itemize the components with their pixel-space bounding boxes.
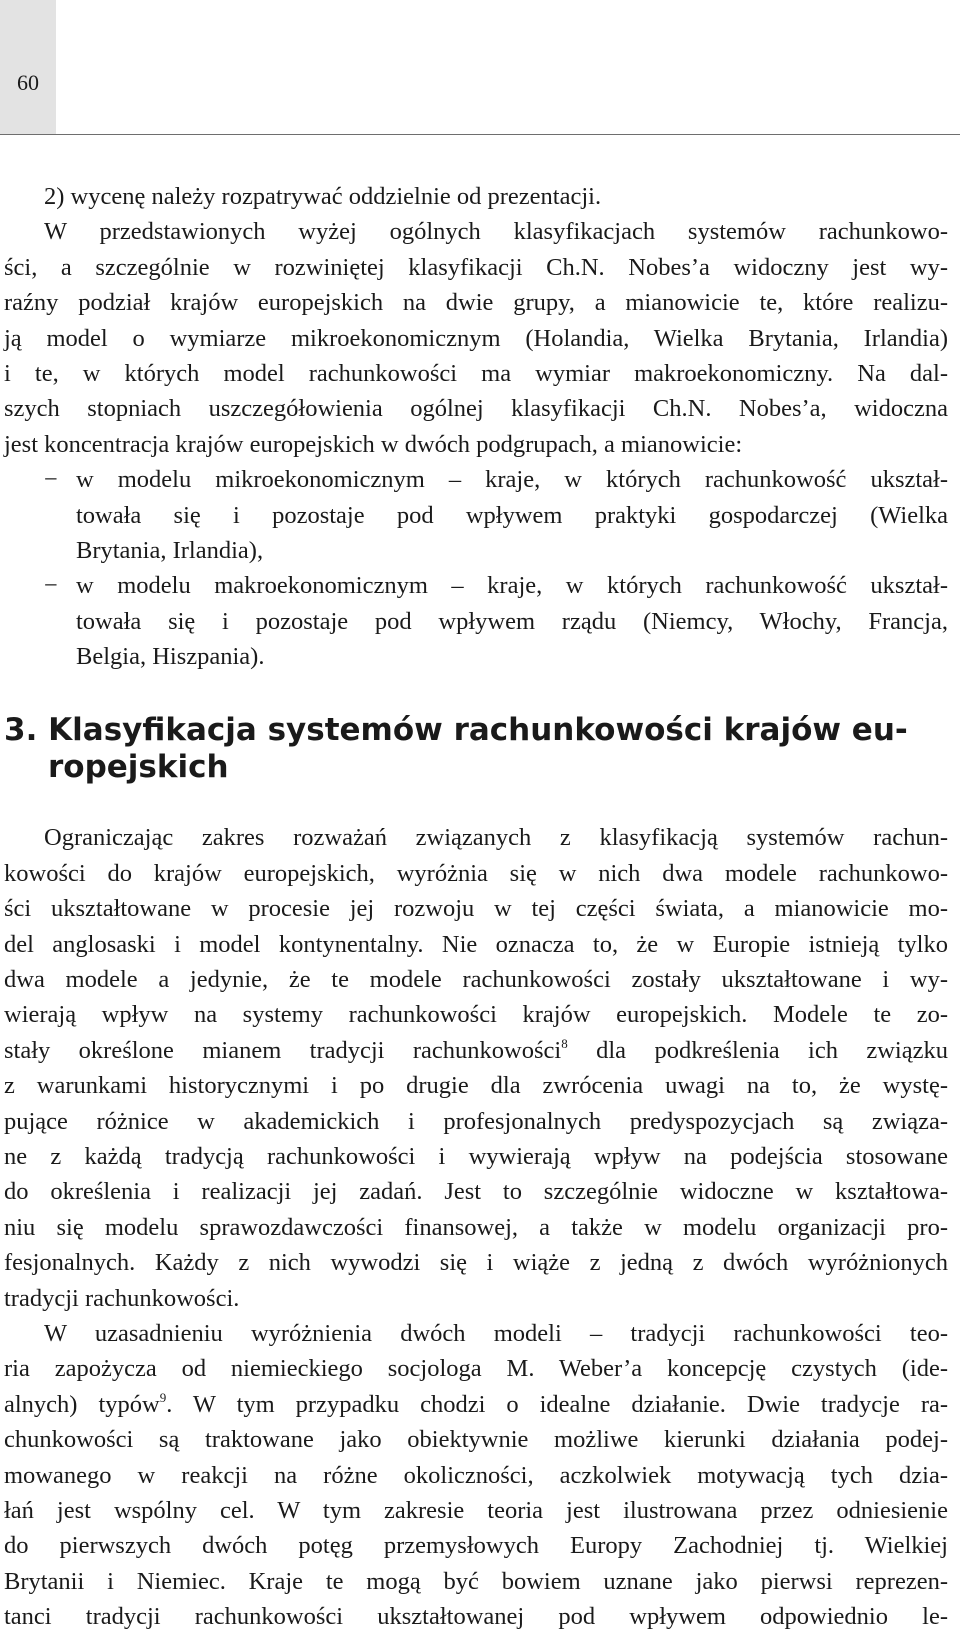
list-item	[0, 568, 960, 674]
footnote-ref: 8	[561, 1035, 568, 1051]
text-line-with-footnote	[0, 1387, 948, 1422]
text-line: tanci tradycji rachunkowości ukształtowanej pod wpływem odpowiednio le-	[4, 1603, 948, 1631]
text-segment: dla podkreślenia ich związku	[567, 1036, 948, 1064]
page-number: 60	[17, 70, 39, 95]
text-line: W uzasadnieniu wyróżnienia dwóch modeli – tradycji rachunkowości teo-	[44, 1319, 948, 1347]
text-line: del anglosaski i model kontynentalny. Nie oznacza to, że w Europie istnieją tylko	[4, 930, 948, 958]
text-line: do określenia i realizacji jej zadań. Jest to szczególnie widoczne w kształtowa-	[4, 1178, 948, 1206]
text-line: ne z każdą tradycją rachunkowości i wywierają wpływ na podejścia stosowane	[4, 1142, 948, 1170]
text-line-with-footnote	[0, 1033, 948, 1068]
text-line: i te, w których model rachunkowości ma wymiar makroekonomiczny. Na dal-	[4, 359, 948, 387]
text-line: łań jest wspólny cel. W tym zakresie teoria jest ilustrowana przez odniesienie	[4, 1496, 948, 1524]
text-line: jest koncentracja krajów europejskich w dwóch podgrupach, a mianowicie:	[4, 430, 743, 458]
section-heading-line: 3. Klasyfikacja systemów rachunkowości krajów eu-	[4, 712, 908, 749]
list-item	[0, 462, 960, 568]
text-line: wierają wpływ na systemy rachunkowości krajów europejskich. Modele te zo-	[4, 1001, 948, 1029]
text-segment: stały określone mianem tradycji rachunkowości	[4, 1036, 562, 1064]
text-line: Ograniczając zakres rozważań związanych z klasyfikacją systemów rachun-	[44, 824, 948, 852]
text-line: niu się modelu sprawozdawczości finansowej, a także w modelu organizacji pro-	[4, 1213, 948, 1241]
text-line: w modelu mikroekonomicznym – kraje, w których rachunkowość ukształ-	[76, 466, 948, 494]
text-line: mowanego w reakcji na różne okoliczności, aczkolwiek motywacją tych dzia-	[4, 1461, 948, 1489]
text-line: do pierwszych dwóch potęg przemysłowych Europy Zachodniej tj. Wielkiej	[4, 1532, 948, 1560]
page-body	[0, 179, 960, 1634]
list-dash: −	[44, 466, 58, 494]
text-line: Brytania, Irlandia),	[76, 536, 264, 564]
text-line: ją model o wymiarze mikroekonomicznym (Holandia, Wielka Brytania, Irlandia)	[4, 324, 948, 352]
text-line: z warunkami historycznymi i po drugie dla zwrócenia uwagi na to, że wystę-	[4, 1072, 948, 1100]
section-heading	[0, 712, 944, 786]
page-number-box	[0, 0, 56, 134]
text-line: raźny podział krajów europejskich na dwie grupy, a mianowicie te, które realizu-	[4, 289, 948, 317]
text-line: Brytanii i Niemiec. Kraje te mogą być bowiem uznane jako pierwsi reprezen-	[4, 1567, 948, 1595]
text-line: ści ukształtowane w procesie jej rozwoju w tej części świata, a mianowicie mo-	[4, 895, 948, 923]
list-dash: −	[44, 572, 58, 600]
text-line: ria zapożycza od niemieckiego socjologa M. Weber’a koncepcję czystych (ide-	[4, 1355, 948, 1383]
text-line: ści, a szczególnie w rozwiniętej klasyfikacji Ch.N. Nobes’a widoczny jest wy-	[4, 253, 948, 281]
text-line: chunkowości są traktowane jako obiektywnie możliwe kierunki działania podej-	[4, 1426, 948, 1454]
text-line: dwa modele a jedynie, że te modele rachunkowości zostały ukształtowane i wy-	[4, 966, 948, 994]
text-line: fesjonalnych. Każdy z nich wywodzi się i wiąże z jedną z dwóch wyróżnionych	[4, 1249, 948, 1277]
text-line: pujące różnice w akademickich i profesjonalnych predyspozycjach są związa-	[4, 1107, 948, 1135]
text-segment: . W tym przypadku chodzi o idealne działanie. Dwie tradycje ra-	[166, 1390, 949, 1418]
text-line: kowości do krajów europejskich, wyróżnia się w nich dwa modele rachunkowo-	[4, 859, 948, 887]
text-line: W przedstawionych wyżej ogólnych klasyfikacjach systemów rachunkowo-	[44, 218, 948, 246]
footnote-ref: 9	[159, 1389, 167, 1405]
text-line: tradycji rachunkowości.	[4, 1284, 240, 1312]
header-rule	[0, 134, 960, 135]
text-line: towała się i pozostaje pod wpływem praktyki gospodarczej (Wielka	[76, 501, 948, 529]
text-line: Belgia, Hiszpania).	[76, 643, 265, 671]
text-segment: alnych) typów	[4, 1390, 160, 1418]
section-heading-line: ropejskich	[48, 749, 229, 786]
text-line: towała się i pozostaje pod wpływem rządu (Niemcy, Włochy, Francja,	[76, 607, 948, 635]
text-line: 2) wycenę należy rozpatrywać oddzielnie od prezentacji.	[44, 183, 602, 210]
text-line: szych stopniach uszczegółowienia ogólnej klasyfikacji Ch.N. Nobes’a, widoczna	[4, 395, 948, 423]
text-line: w modelu makroekonomicznym – kraje, w których rachunkowość ukształ-	[76, 572, 948, 600]
